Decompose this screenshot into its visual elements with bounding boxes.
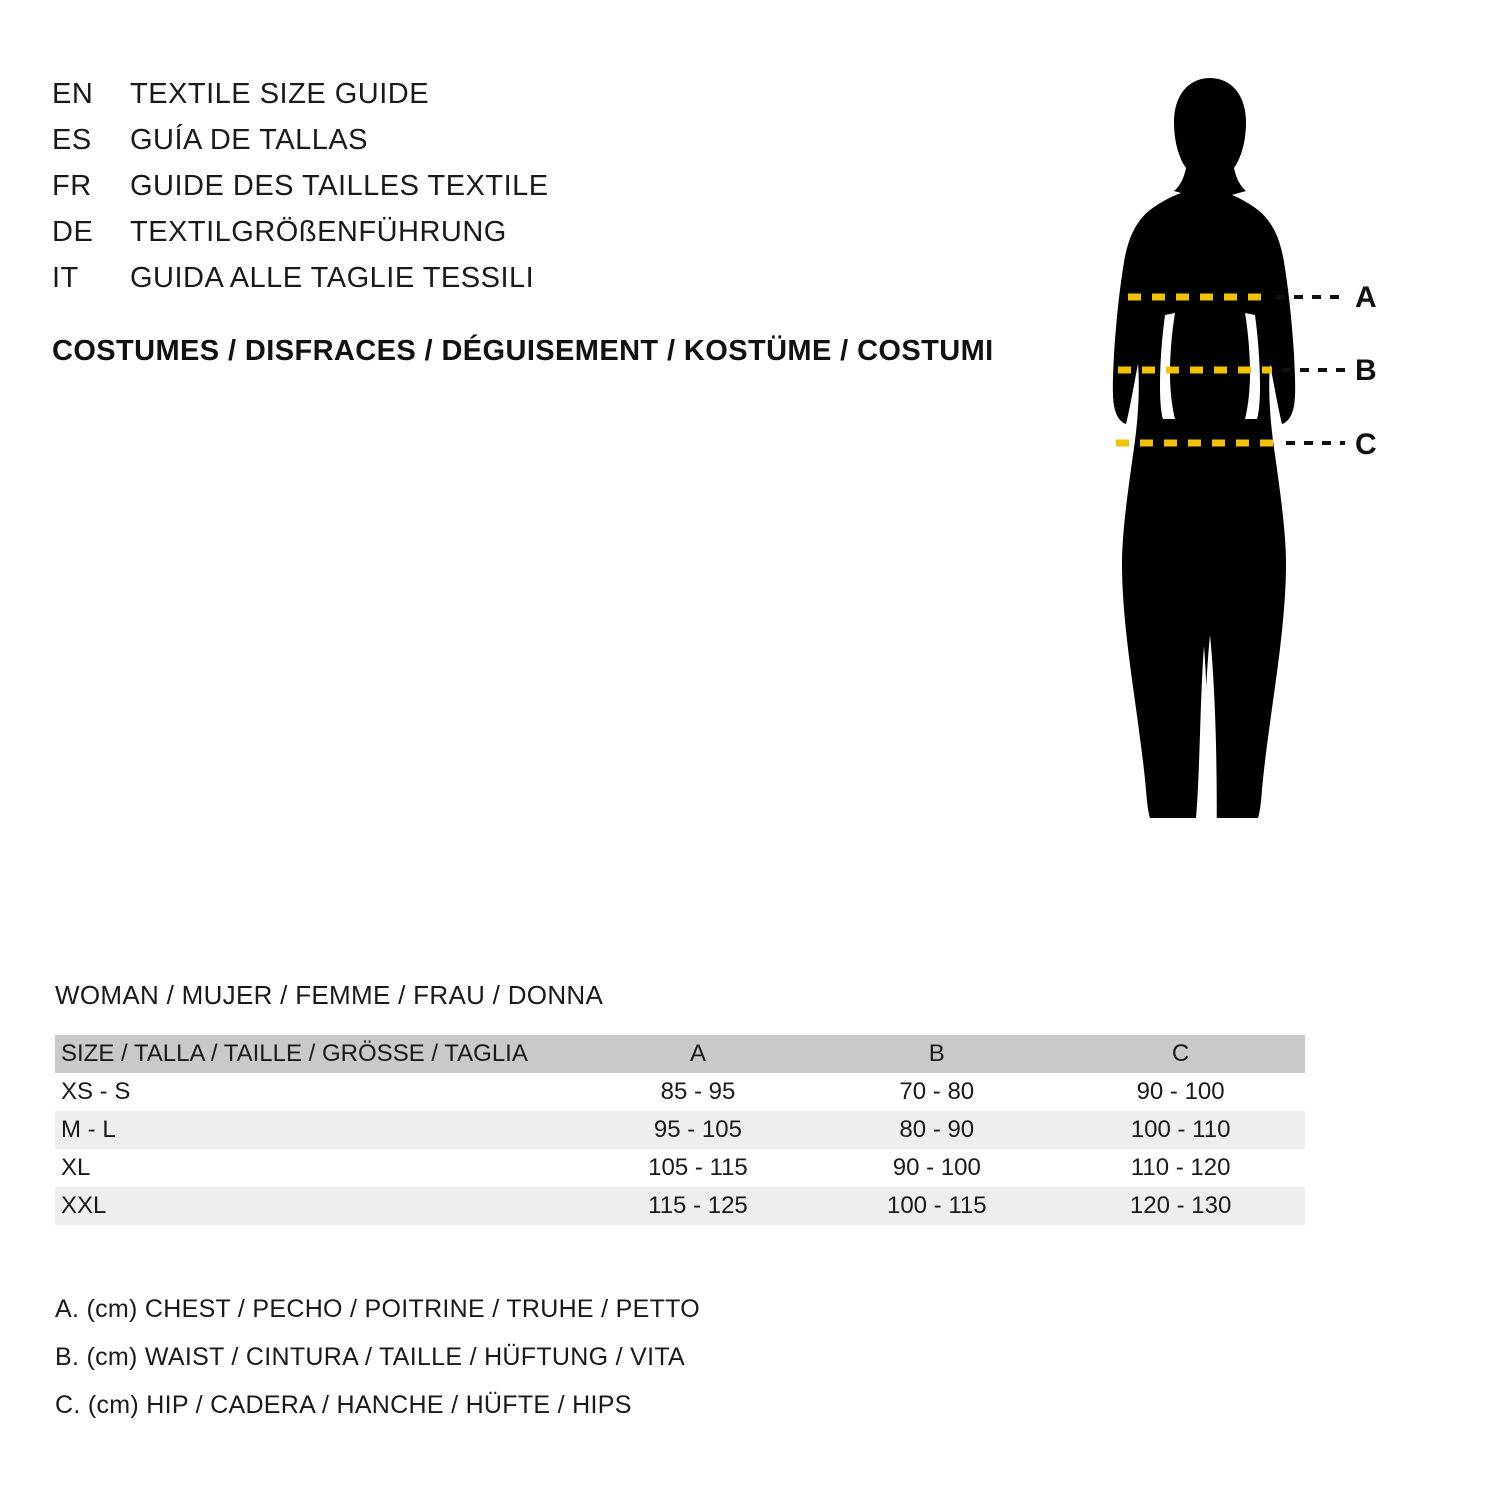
cell-size: M - L (61, 1116, 116, 1143)
table-header-a: A (579, 1035, 818, 1073)
legend-line-c: C. (cm) HIP / CADERA / HANCHE / HÜFTE / HIPS (55, 1391, 632, 1419)
language-row-es (52, 124, 1032, 170)
cell-c: 110 - 120 (1130, 1154, 1231, 1181)
cell-a: 105 - 115 (648, 1154, 748, 1181)
size-table (55, 1035, 1305, 1225)
legend-line-a: A. (cm) CHEST / PECHO / POITRINE / TRUHE / PETTO (55, 1295, 701, 1323)
table-header-row (55, 1035, 1305, 1073)
costumes-subtitle: COSTUMES / DISFRACES / DÉGUISEMENT / KOSTÜME / COSTUMI (52, 335, 994, 367)
cell-c: 120 - 130 (1129, 1192, 1232, 1219)
cell-a: 115 - 125 (648, 1192, 748, 1219)
table-header-size: SIZE / TALLA / TAILLE / GRÖSSE / TAGLIA (55, 1035, 579, 1073)
marker-label-b: B (1355, 354, 1377, 387)
marker-label-a: A (1355, 281, 1377, 314)
language-list (52, 78, 1032, 308)
language-text-en: TEXTILE SIZE GUIDE (130, 78, 430, 110)
cell-a: 95 - 105 (653, 1116, 742, 1143)
language-row-en (52, 78, 1032, 124)
table-row (55, 1073, 1305, 1111)
language-code-de: DE (52, 216, 94, 248)
language-row-fr (52, 170, 1032, 216)
cell-c: 90 - 100 (1136, 1078, 1225, 1105)
language-text-fr: GUIDE DES TAILLES TEXTILE (130, 170, 549, 202)
table-row (55, 1187, 1305, 1225)
language-text-es: GUÍA DE TALLAS (130, 124, 369, 156)
language-code-fr: FR (52, 170, 92, 202)
cell-size: XL (61, 1154, 91, 1181)
legend-line-b: B. (cm) WAIST / CINTURA / TAILLE / HÜFTUNG / VITA (55, 1343, 686, 1371)
language-code-en: EN (52, 78, 94, 110)
cell-b: 90 - 100 (892, 1154, 981, 1181)
language-code-es: ES (52, 124, 92, 156)
table-row (55, 1111, 1305, 1149)
language-code-it: IT (52, 262, 79, 294)
woman-silhouette-icon (1050, 60, 1470, 940)
language-text-de: TEXTILGRÖßENFÜHRUNG (130, 216, 507, 248)
cell-b: 100 - 115 (886, 1192, 987, 1219)
table-section-title: WOMAN / MUJER / FEMME / FRAU / DONNA (55, 980, 604, 1010)
table-header-c: C (1056, 1035, 1305, 1073)
cell-a: 85 - 95 (660, 1078, 736, 1105)
measurement-figure (1050, 60, 1470, 940)
measurement-legend (55, 1295, 700, 1439)
cell-c: 100 - 110 (1130, 1116, 1231, 1143)
cell-size: XXL (61, 1192, 107, 1219)
language-text-it: GUIDA ALLE TAGLIE TESSILI (130, 262, 535, 294)
table-header-b: B (817, 1035, 1056, 1073)
language-row-it (52, 262, 1032, 308)
table-row (55, 1149, 1305, 1187)
cell-size: XS - S (61, 1078, 131, 1105)
cell-b: 70 - 80 (899, 1078, 975, 1105)
cell-b: 80 - 90 (899, 1116, 975, 1143)
marker-label-c: C (1355, 428, 1377, 461)
language-row-de (52, 216, 1032, 262)
